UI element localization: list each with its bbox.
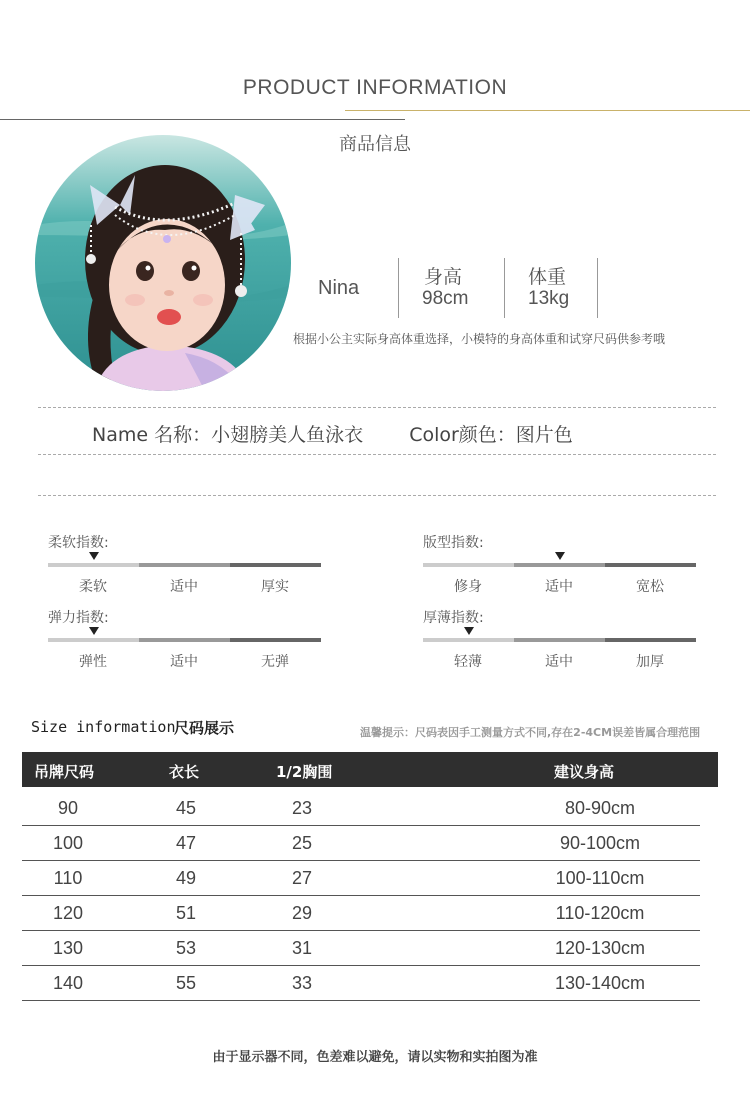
table-row-divider [22, 930, 700, 931]
size-title-cn: 尺码展示 [174, 719, 235, 737]
size-table-cell: 130-140cm [554, 973, 646, 993]
size-table-cell: 90 [57, 798, 79, 818]
table-row-divider [22, 860, 700, 861]
thickness-selected-marker [464, 627, 474, 635]
size-table-cell: 25 [291, 833, 313, 853]
dashed-divider [38, 407, 716, 408]
elasticity-selected-marker [89, 627, 99, 635]
size-table-cell: 130 [52, 938, 84, 958]
size-table-cell: 51 [175, 903, 197, 923]
table-row-divider [22, 895, 700, 896]
softness-option: 厚实 [261, 579, 289, 595]
thickness-option: 轻薄 [454, 654, 482, 670]
thickness-scale-segment [605, 638, 696, 642]
size-table-cell: 140 [52, 973, 84, 993]
elasticity-option: 弹性 [79, 654, 107, 670]
fit-scale-segment [605, 563, 696, 567]
size-table-header [22, 752, 718, 787]
fit-scale-segment [423, 563, 514, 567]
header-length: 衣长 [169, 763, 200, 781]
gold-divider [345, 110, 750, 111]
table-row-divider [22, 1000, 700, 1001]
size-table-cell: 55 [175, 973, 197, 993]
product-name-text: Name 名称：小翅膀美人鱼泳衣 [92, 424, 364, 446]
model-photo [35, 135, 291, 391]
dashed-divider [38, 495, 716, 496]
elasticity-option: 适中 [170, 654, 198, 670]
softness-option: 适中 [170, 579, 198, 595]
softness-selected-marker [89, 552, 99, 560]
size-table-cell: 27 [291, 868, 313, 888]
weight-label: 体重 [528, 266, 567, 288]
stat-divider [504, 258, 505, 318]
size-table-cell: 29 [291, 903, 313, 923]
softness-index-label: 柔软指数: [48, 535, 109, 551]
size-table-cell: 23 [291, 798, 313, 818]
thickness-scale-segment [423, 638, 514, 642]
stat-divider [597, 258, 598, 318]
size-table-cell: 100-110cm [555, 868, 645, 888]
thickness-index-label: 厚薄指数: [423, 610, 484, 626]
size-table-cell: 45 [175, 798, 197, 818]
weight-value: 13kg [528, 288, 570, 309]
product-color-text: Color颜色：图片色 [409, 424, 573, 446]
size-table-cell: 31 [291, 938, 313, 958]
model-note: 根据小公主实际身高体重选择，小模特的身高体重和试穿尺码供参考哦 [293, 332, 666, 346]
fit-option: 修身 [454, 579, 482, 595]
header-suggested-height: 建议身高 [554, 763, 615, 781]
elasticity-scale-segment [139, 638, 230, 642]
thickness-option: 加厚 [636, 654, 664, 670]
product-name [92, 420, 573, 447]
size-table-cell: 53 [175, 938, 197, 958]
size-table-cell: 33 [291, 973, 313, 993]
fit-option: 宽松 [636, 579, 664, 595]
fit-option: 适中 [545, 579, 573, 595]
size-tip: 温馨提示：尺码表因手工测量方式不同,存在2-4CM误差皆属合理范围 [360, 726, 701, 739]
softness-scale-segment [48, 563, 139, 567]
size-table-cell: 90-100cm [559, 833, 641, 853]
size-table-cell: 49 [175, 868, 197, 888]
size-table-cell: 47 [175, 833, 197, 853]
elasticity-scale-segment [48, 638, 139, 642]
softness-option: 柔软 [79, 579, 107, 595]
size-table-cell: 110 [53, 868, 83, 888]
header-half-chest: 1/2胸围 [276, 763, 333, 781]
table-row-divider [22, 825, 700, 826]
header-tag-size: 吊牌尺码 [34, 763, 95, 781]
height-label: 身高 [424, 266, 463, 288]
softness-scale-segment [139, 563, 230, 567]
fit-scale-segment [514, 563, 605, 567]
thickness-option: 适中 [545, 654, 573, 670]
fit-index-label: 版型指数: [423, 535, 484, 551]
thickness-scale-segment [514, 638, 605, 642]
elasticity-index-label: 弹力指数: [48, 610, 109, 626]
size-table-cell: 100 [52, 833, 84, 853]
size-table-cell: 110-120cm [555, 903, 645, 923]
table-row-divider [22, 965, 700, 966]
height-value: 98cm [422, 288, 469, 309]
section-title-cn: 商品信息 [339, 134, 411, 155]
section-title-en: PRODUCT INFORMATION [242, 76, 508, 99]
fit-selected-marker [555, 552, 565, 560]
dark-divider [0, 119, 405, 120]
dashed-divider [38, 454, 716, 455]
footer-note: 由于显示器不同，色差难以避免，请以实物和实拍图为准 [212, 1050, 538, 1065]
size-table-cell: 120-130cm [554, 938, 646, 958]
size-title-en: Size information [31, 718, 176, 736]
size-table-cell: 120 [52, 903, 84, 923]
model-name: Nina [318, 277, 360, 299]
elasticity-option: 无弹 [261, 654, 289, 670]
stat-divider [398, 258, 399, 318]
elasticity-scale-segment [230, 638, 321, 642]
size-table-cell: 80-90cm [564, 798, 636, 818]
softness-scale-segment [230, 563, 321, 567]
